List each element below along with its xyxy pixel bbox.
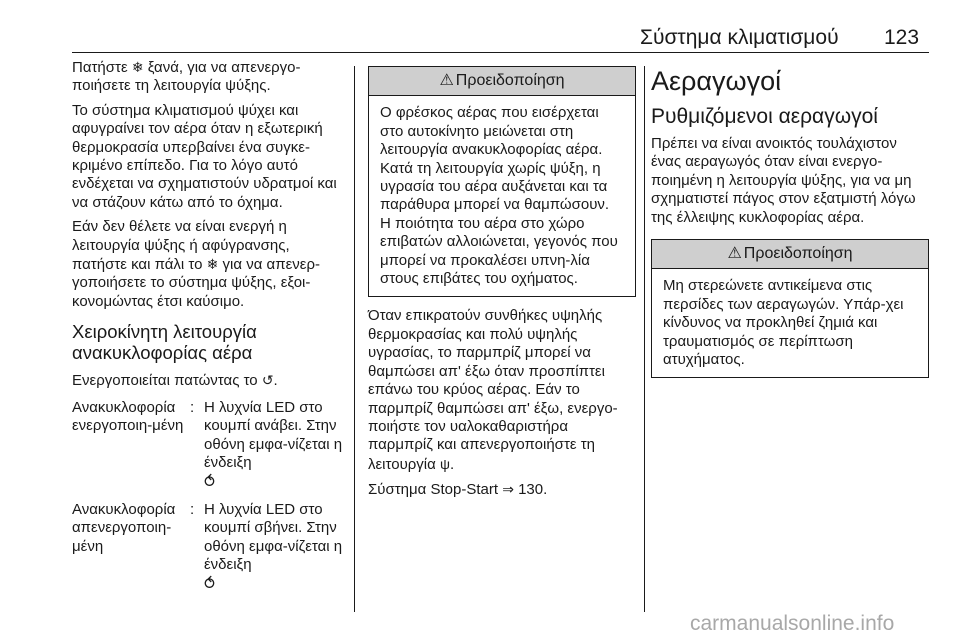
text: Πατήστε bbox=[72, 59, 128, 76]
definition-colon: : bbox=[190, 500, 195, 518]
subsection-heading: Ρυθμιζόμενοι αεραγωγοί bbox=[651, 105, 878, 128]
warning-title: Προειδοποίηση bbox=[743, 245, 853, 263]
text: . bbox=[273, 372, 278, 390]
paragraph bbox=[72, 218, 344, 311]
text: για να απενερ-γοποιήσετε το σύστημα ψύξης, εξοι-κονομώντας έτσι καύσιμο. bbox=[72, 256, 320, 310]
text: Όταν επικρατούν συνθήκες υψηλής θερμοκρασίας και πολύ υψηλής υγρασίας, το παρμπρίζ μπορεί να θαμπώσει απ' έξω όταν προσπίπτει επάνω του κρύος αέρας. Εάν το παρμπρίζ θαμπώσει απ' έξω, ενεργο-ποιήστε τον υαλοκαθαριστήρα παρμπρίζ και απενεργοποιήστε τη λειτουργία bbox=[368, 307, 618, 473]
recirculation-on-icon: ⥀ bbox=[204, 474, 215, 492]
text: ξανά, για να απενεργο-ποιήσετε τη λειτουργία ψύξης. bbox=[72, 59, 301, 95]
recirculation-icon: ↺ bbox=[261, 372, 274, 389]
warning-body: Ο φρέσκος αέρας που εισέρχεται στο αυτοκίνητο μειώνεται στη λειτουργία ανακυκλοφορίας αέρα. Κατά τη λειτουργία χωρίς ψύξη, η υγρασία του αέρα αυξάνεται και τα παράθυρα μπορεί να θαμπώσουν. Η ποιότητα του αέρα στο χώρο επιβατών αλλοιώνεται, γεγονός που μπορεί να προκαλέσει υπνη-λία στους επιβάτες του οχήματος. bbox=[380, 104, 618, 288]
paragraph bbox=[72, 58, 344, 96]
definition-term: Ανακυκλοφορία ενεργοποιη-μένη bbox=[72, 398, 184, 435]
section-heading: Χειροκίνητη λειτουργία ανακυκλοφορίας αέρα bbox=[72, 321, 257, 364]
text: Εάν δεν θέλετε να είναι ενεργή η λειτουργία ψύξης ή αφύγρανσης, πατήστε και πάλι το bbox=[72, 218, 290, 274]
paragraph bbox=[368, 480, 636, 499]
page-number: 123 bbox=[884, 26, 920, 49]
column-3 bbox=[651, 58, 929, 388]
warning-triangle-icon: ⚠ bbox=[727, 245, 742, 263]
warning-header bbox=[369, 67, 635, 96]
recirculation-off-icon: ⥀ bbox=[204, 576, 215, 594]
definition-term: Ανακυκλοφορία απενεργοποιη-μένη bbox=[72, 500, 176, 555]
paragraph bbox=[72, 371, 344, 390]
page-reference-arrow-icon: ⇒ bbox=[502, 481, 514, 498]
column-2 bbox=[368, 58, 636, 506]
snowflake-icon: ❄ bbox=[131, 59, 144, 75]
column-divider-2 bbox=[644, 66, 645, 612]
text: Η λυχνία LED στο κουμπί σβήνει. Στην οθόνη εμφα-νίζεται η ένδειξη bbox=[204, 500, 343, 573]
header-rule bbox=[72, 52, 929, 53]
definition-desc bbox=[204, 501, 344, 595]
page-header-title: Σύστημα κλιματισμού bbox=[640, 26, 839, 49]
warning-box bbox=[368, 66, 636, 297]
column-1 bbox=[72, 58, 344, 595]
text: Ενεργοποιείται πατώντας το bbox=[72, 372, 258, 390]
windshield-defrost-icon: ψ bbox=[440, 455, 450, 472]
snowflake-icon: ❄ bbox=[206, 256, 219, 273]
definition-desc bbox=[204, 399, 344, 493]
warning-triangle-icon: ⚠ bbox=[439, 72, 454, 89]
paragraph: Το σύστημα κλιματισμού ψύχει και αφυγραίνει τον αέρα όταν η εξωτερική θερμοκρασία υπερβαίνει ένα συγκε-κριμένο επίπεδο. Για το λόγο αυτό ενδέχεται να σχηματιστούν υδρατμοί και να στάζουν κάτω από το όχημα. bbox=[72, 101, 337, 211]
paragraph bbox=[368, 307, 636, 474]
paragraph: Πρέπει να είναι ανοικτός τουλάχιστον ένας αεραγωγός όταν είναι ενεργο-ποιημένη η λειτουργία ψύξης, για να μη σχηματιστεί πάγος στον εξατμιστή λόγω της έλλειψης κυκλοφορίας αέρα. bbox=[651, 135, 916, 226]
watermark: carmanualsonline.info bbox=[690, 612, 895, 635]
warning-header bbox=[652, 240, 928, 269]
column-divider-1 bbox=[354, 66, 355, 612]
text: Σύστημα Stop-Start bbox=[368, 481, 499, 499]
warning-body: Μη στερεώνετε αντικείμενα στις περσίδες των αεραγωγών. Υπάρ-χει κίνδυνος να προκληθεί ζημιά και τραυματισμός σε περίπτωση ατυχήματος. bbox=[663, 277, 904, 369]
section-heading: Αεραγωγοί bbox=[651, 66, 782, 96]
page-reference[interactable]: 130. bbox=[518, 481, 548, 499]
text: Η λυχνία LED στο κουμπί ανάβει. Στην οθόνη εμφα-νίζεται η ένδειξη bbox=[204, 398, 343, 471]
definition-row bbox=[72, 501, 344, 595]
text: . bbox=[449, 455, 455, 473]
warning-box bbox=[651, 239, 929, 378]
definition-colon: : bbox=[190, 398, 195, 416]
definition-row bbox=[72, 399, 344, 493]
warning-title: Προειδοποίηση bbox=[455, 72, 565, 89]
